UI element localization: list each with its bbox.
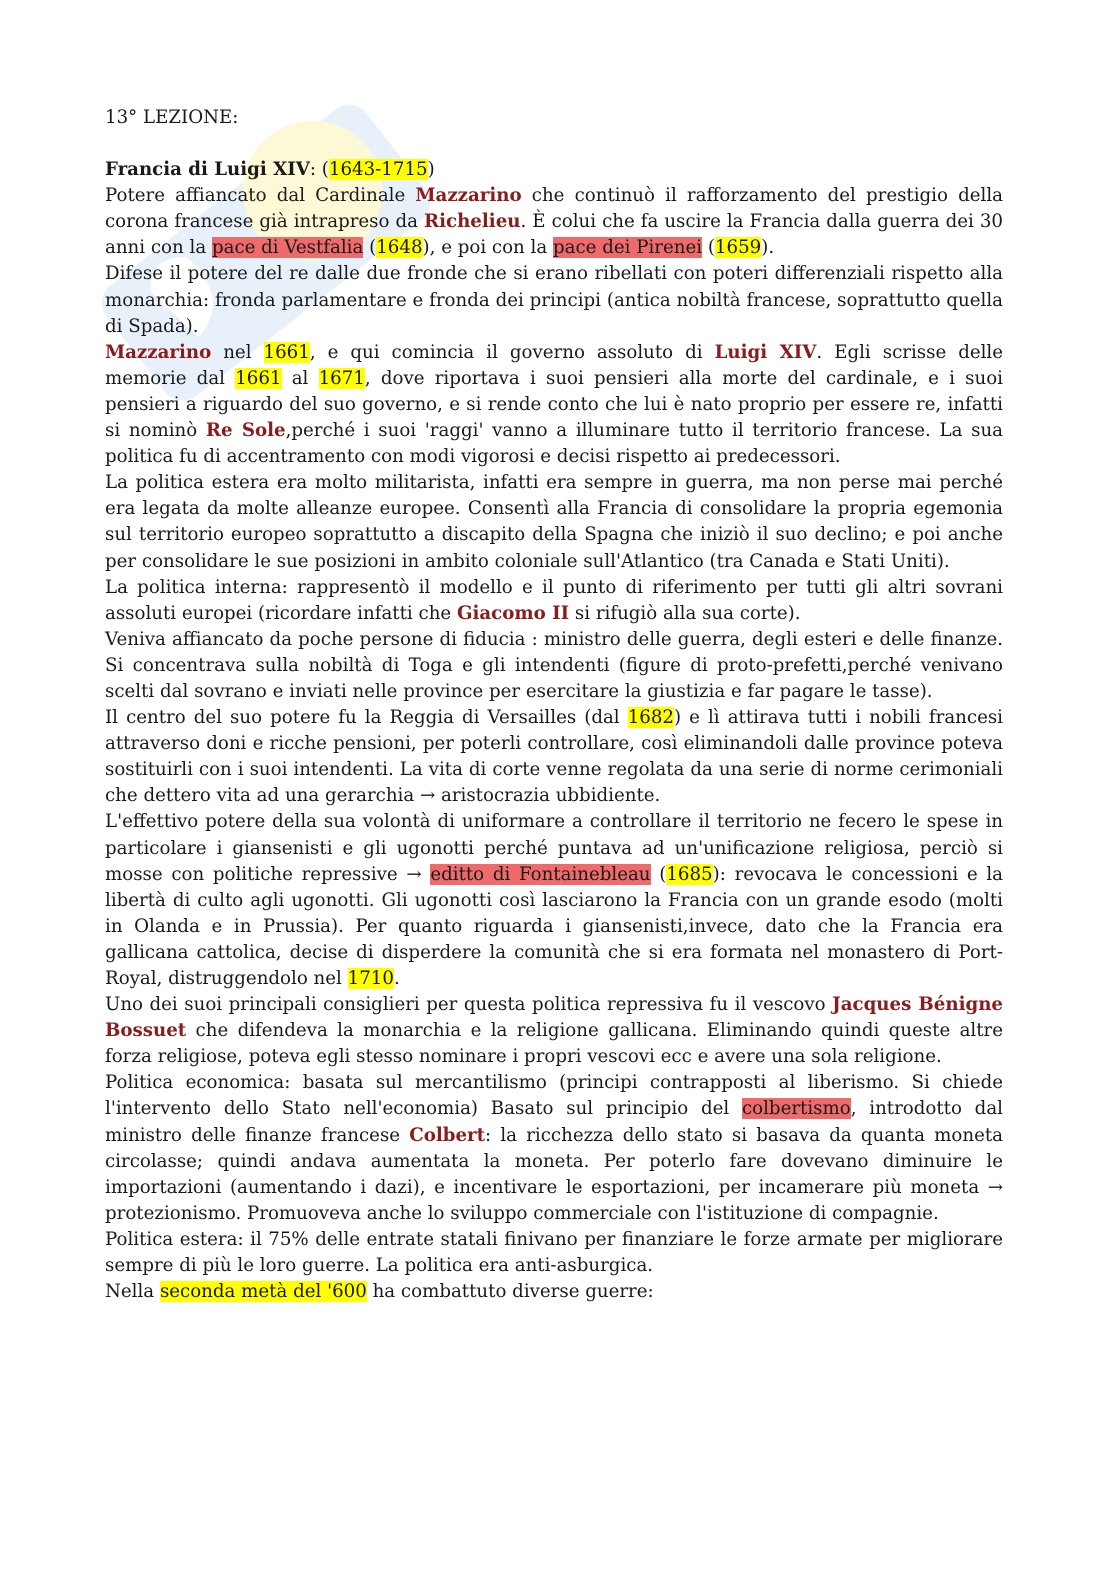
section-heading: Francia di Luigi XIV: (1643-1715) bbox=[105, 159, 435, 181]
highlight-date: 1671 bbox=[318, 367, 365, 389]
highlight-event: editto di Fontainebleau bbox=[430, 863, 651, 885]
paragraph: Nella seconda metà del '600 ha combattuto diverse guerre: bbox=[105, 1281, 654, 1303]
lecture-title: 13° LEZIONE: bbox=[105, 107, 239, 128]
heading-name: Francia di Luigi XIV bbox=[105, 159, 310, 181]
highlight-date: 1685 bbox=[666, 863, 713, 885]
person-name: Mazzarino bbox=[415, 185, 522, 207]
person-name: Giacomo II bbox=[456, 602, 570, 624]
highlight-date: seconda metà del '600 bbox=[159, 1281, 367, 1303]
highlight-date: 1659 bbox=[714, 237, 762, 259]
paragraph: La politica interna: rappresentò il modello e il punto di riferimento per tutti gli altri sovrani assoluti europei (ricordare infatti che Giacomo II si rifugiò alla sua corte). bbox=[105, 576, 1003, 624]
document-body bbox=[105, 105, 1003, 1305]
person-name: Re Sole bbox=[205, 420, 286, 442]
person-name: Richelieu bbox=[423, 211, 521, 233]
paragraph: Uno dei suoi principali consiglieri per questa politica repressiva fu il vescovo Jacques Bénigne Bossuet che difendeva la monarchia e la religione gallicana. Eliminando quindi queste altre forza religiose, poteva egli stesso nominare i propri vescovi ecc e avere una sola religione. bbox=[105, 994, 1004, 1068]
paragraph: Politica estera: il 75% delle entrate statali finivano per finanziare le forze armate per migliorare sempre di più le loro guerre. La politica era anti-asburgica. bbox=[105, 1228, 1003, 1277]
highlight-event: pace di Vestfalia bbox=[211, 237, 364, 259]
paragraph: Difese il potere del re dalle due fronde che si erano ribellati con poteri differenziali rispetto alla monarchia: fronda parlamentare e fronda dei principi (antica nobiltà francese, soprattutto quella di Spada). bbox=[105, 263, 1003, 337]
highlight-date: 1661 bbox=[263, 341, 310, 363]
person-name: Mazzarino bbox=[105, 341, 212, 363]
highlight-date: 1710 bbox=[347, 968, 394, 989]
paragraph: L'effettivo potere della sua volontà di uniformare a controllare il territorio ne fecero le spese in particolare i giansenisti e gli ugonotti perché puntava ad un'unificazione religiosa, perciò si mosse con politiche repressive → editto di Fontainebleau (1685): revocava le concessioni e la libertà di culto agli ugonotti. Gli ugonotti così lasciarono la Francia con un grande esodo (molti in Olanda e in Prussia). Per quanto riguarda i giansenisti,invece, dato che la Francia era gallicana cattolica, decise di disperdere la comunità che si era formata nel monastero di Port-Royal, distruggendolo nel 1710. bbox=[105, 811, 1003, 989]
paragraph: Mazzarino nel 1661, e qui comincia il governo assoluto di Luigi XIV. Egli scrisse delle memorie dal 1661 al 1671, dove riportava i suoi pensieri alla morte del cardinale, e i suoi pensieri a riguardo del suo governo, e si rende conto che lui è nato proprio per essere re, infatti si nominò Re Sole,perché i suoi 'raggi' vanno a illuminare tutto il territorio francese. La sua politica fu di accentramento con modi vigorosi e decisi rispetto ai predecessori. bbox=[105, 341, 1004, 468]
highlight-date: 1682 bbox=[627, 707, 674, 729]
paragraph: Il centro del suo potere fu la Reggia di Versailles (dal 1682) e lì attirava tutti i nobili francesi attraverso doni e ricche pensioni, per poterli controllare, così eliminandoli dalle province poteva sostituirli con i suoi intendenti. La vita di corte venne regolata da una serie di norme cerimoniali che dettero vita ad una gerarchia → aristocrazia ubbidiente. bbox=[105, 707, 1003, 807]
highlight-event: pace dei Pirenei bbox=[553, 237, 703, 259]
person-name: Jacques Bénigne Bossuet bbox=[105, 994, 1004, 1042]
person-name: Luigi XIV bbox=[714, 341, 817, 363]
paragraph: La politica estera era molto militarista, infatti era sempre in guerra, ma non perse mai perché era legata da molte alleanze europee. Consentì alla Francia di consolidare la propria egemonia sul territorio europeo soprattutto a discapito della Spagna che iniziò il suo declino; e poi anche per consolidare le sue posizioni in ambito coloniale sull'Atlantico (tra Canada e Stati Uniti). bbox=[105, 472, 1003, 572]
paragraph: Veniva affiancato da poche persone di fiducia : ministro delle guerra, degli esteri e delle finanze. Si concentrava sulla nobiltà di Toga e gli intendenti (figure di proto-prefetti,perché venivano scelti dal sovrano e inviati nelle province per esercitare la giustizia e far pagare le tasse). bbox=[105, 628, 1003, 702]
person-name: Colbert bbox=[409, 1124, 486, 1146]
highlight-date: 1648 bbox=[376, 237, 423, 259]
highlight-date: 1643-1715 bbox=[328, 159, 428, 181]
paragraph: Potere affiancato dal Cardinale Mazzarino che continuò il rafforzamento del prestigio della corona francese già intrapreso da Richelieu. È colui che fa uscire la Francia dalla guerra dei 30 anni con la pace di Vestfalia (1648), e poi con la pace dei Pirenei (1659). bbox=[105, 185, 1003, 259]
highlight-date: 1661 bbox=[235, 367, 282, 389]
paragraph: Politica economica: basata sul mercantilismo (principi contrapposti al liberismo. Si chiede l'intervento dello Stato nell'economia) Basato sul principio del colbertismo, introdotto dal ministro delle finanze francese Colbert: la ricchezza dello stato si basava da quanta moneta circolasse; quindi andava aumentata la moneta. Per poterlo fare dovevano diminuire le importazioni (aumentando i dazi), e incentivare le esportazioni, per incamerare più moneta → protezionismo. Promuoveva anche lo sviluppo commerciale con l'istituzione di compagnie. bbox=[105, 1072, 1003, 1224]
highlight-term: colbertismo bbox=[741, 1098, 851, 1120]
